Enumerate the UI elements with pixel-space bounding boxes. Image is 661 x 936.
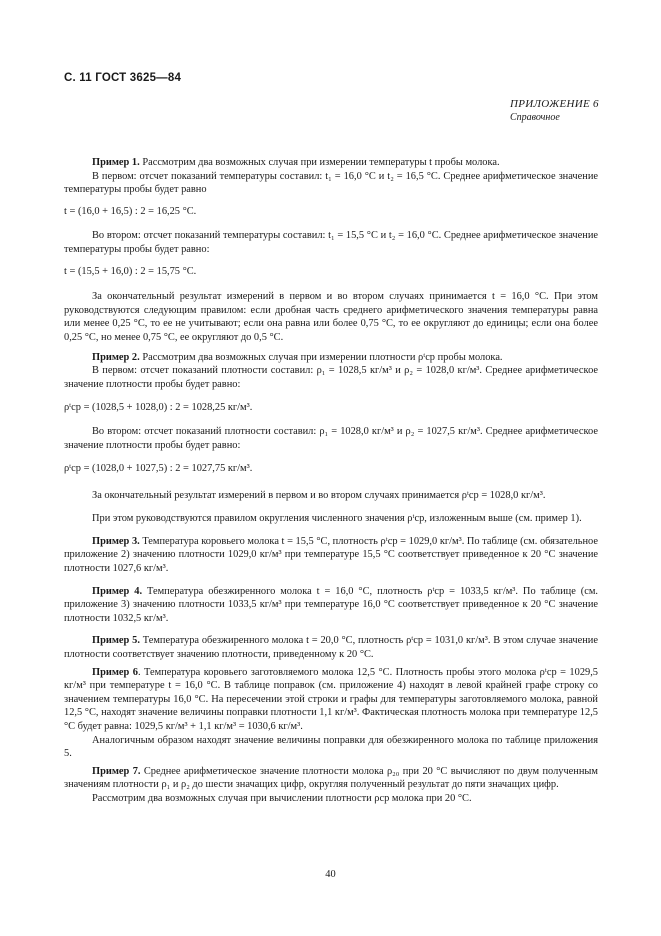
example4-label: Пример 4. xyxy=(92,585,143,597)
example2-case1: В первом: отсчет показаний плотности составил: ρ₁ = 1028,5 кг/м³ и ρ₂ = 1028,0 кг/м³. Среднее арифметическое значение плотности пробы будет равно: xyxy=(64,365,598,390)
example7-last: Рассмотрим два возможных случая при вычислении плотности ρср молока при 20 °С. xyxy=(92,792,472,804)
example4-paragraph: Пример 4. Температура обезжиренного молока t = 16,0 °С, плотность ρᵗср = 1033,5 кг/м³. По таблице (см. приложение 3) значению плотности 1033,5 кг/м³ при температуре 16,0 °С соответствует приведенное к 20 °С значение плотности 1032,5 кг/м³. xyxy=(64,585,598,624)
example5-label: Пример 5. xyxy=(92,635,140,647)
example6-paragraph: Пример 6. Температура коровьего заготовляемого молока 12,5 °С. Плотность пробы этого молока ρᵗср = 1029,5 кг/м³ при температуре t = 16,0 °С. В таблице поправок (см. приложение 4) находят в левой крайней графе строку со значением температуры 16,0 °С. На пересечении этой строки и графы для температуры заготовляемого молока, равной 12,5 °С, находят значение величины поправки плотности 1,1 кг/м³. Фактическая плотность молока при температуре 12,5 °С будет равна: 1029,5 кг/м³ + 1,1 кг/м³ = 1030,6 кг/м³. xyxy=(64,666,598,732)
example1-label: Пример 1. xyxy=(92,157,140,168)
example1-intro: Пример 1. Рассмотрим два возможных случая при измерении температуры t пробы молока. xyxy=(92,157,500,168)
example2-intro: Пример 2. Рассмотрим два возможных случая при измерении плотности ρᵗср пробы молока. xyxy=(92,351,503,363)
example1-case2: Во втором: отсчет показаний температуры составил: t₁ = 15,5 °С и t₂ = 16,0 °С. Среднее арифметическое значение температуры пробы будет равно: xyxy=(64,230,598,255)
example2-conclusion: За окончательный результат измерений в первом и во втором случаях принимается ρᵗср = 1028,0 кг/м³. xyxy=(92,489,546,501)
example7-label: Пример 7. xyxy=(92,765,141,777)
example1-conclusion: За окончательный результат измерений в первом и во втором случаях принимается t = 16,0 °С. При этом руководствуются следующим правилом: если дробная часть среднего арифметического значения температуры равна или менее 0,25 °С, то ее не учитывают; если она равна или более 0,75 °С, то ее округляют до единицы; если она более 0,25 °С, но менее 0,75 °С, ее округляют до 0,5 °С. xyxy=(64,291,598,343)
example3-paragraph: Пример 3. Температура коровьего молока t = 15,5 °С, плотность ρᵗср = 1029,0 кг/м³. По таблице (см. обязательное приложение 2) значению плотности 1029,0 кг/м³ при температуре 15,5 °С соответствует приведенное к 20 °С значение плотности 1027,6 кг/м³. xyxy=(64,535,598,575)
example2-formula2: ρᵗср = (1028,0 + 1027,5) : 2 = 1027,75 кг/м³. xyxy=(64,463,253,475)
example1-formula1: t = (16,0 + 16,5) : 2 = 16,25 °С. xyxy=(64,205,197,217)
example3-label: Пример 3. xyxy=(92,535,140,547)
example7-paragraph: Пример 7. Среднее арифметическое значение плотности молока ρ₂₀ при 20 °С вычисляют по двум полученным значениям плотности ρ₁ и ρ₂ до шести значащих цифр, округляя полученный результат до пяти значащих цифр. xyxy=(64,765,598,791)
example1-case1: В первом: отсчет показаний температуры составил: t₁ = 16,0 °С и t₂ = 16,5 °С. Среднее арифметическое значение температуры пробы будет равно xyxy=(64,170,598,196)
example5-paragraph: Пример 5. Температура обезжиренного молока t = 20,0 °С, плотность ρᵗср = 1031,0 кг/м³. В этом случае значение плотности соответствует значению плотности, приведенному к 20 °С. xyxy=(64,635,598,661)
example2-rule: При этом руководствуются правилом округления численного значения ρᵗср, изложенным выше (см. пример 1). xyxy=(92,513,582,525)
example6-label: Пример 6 xyxy=(92,666,138,678)
appendix-title: ПРИЛОЖЕНИЕ 6 xyxy=(510,98,599,110)
appendix-subtitle: Справочное xyxy=(510,112,560,123)
document-body xyxy=(64,156,598,806)
example2-label: Пример 2. xyxy=(92,351,140,363)
example2-formula1: ρᵗср = (1028,5 + 1028,0) : 2 = 1028,25 кг/м³. xyxy=(64,402,253,414)
example1-formula2: t = (15,5 + 16,0) : 2 = 15,75 °С. xyxy=(64,265,197,277)
page-number: 40 xyxy=(325,869,336,880)
example6-analog: Аналогичным образом находят значение величины поправки для обезжиренного молока по таблице приложения 5. xyxy=(64,734,598,760)
example2-case2: Во втором: отсчет показаний плотности составил: ρ₁ = 1028,0 кг/м³ и ρ₂ = 1027,5 кг/м³. Среднее арифметическое значение плотности пробы будет равно: xyxy=(64,425,598,451)
page-header: С. 11 ГОСТ 3625—84 xyxy=(64,72,182,84)
appendix-label xyxy=(510,98,599,124)
